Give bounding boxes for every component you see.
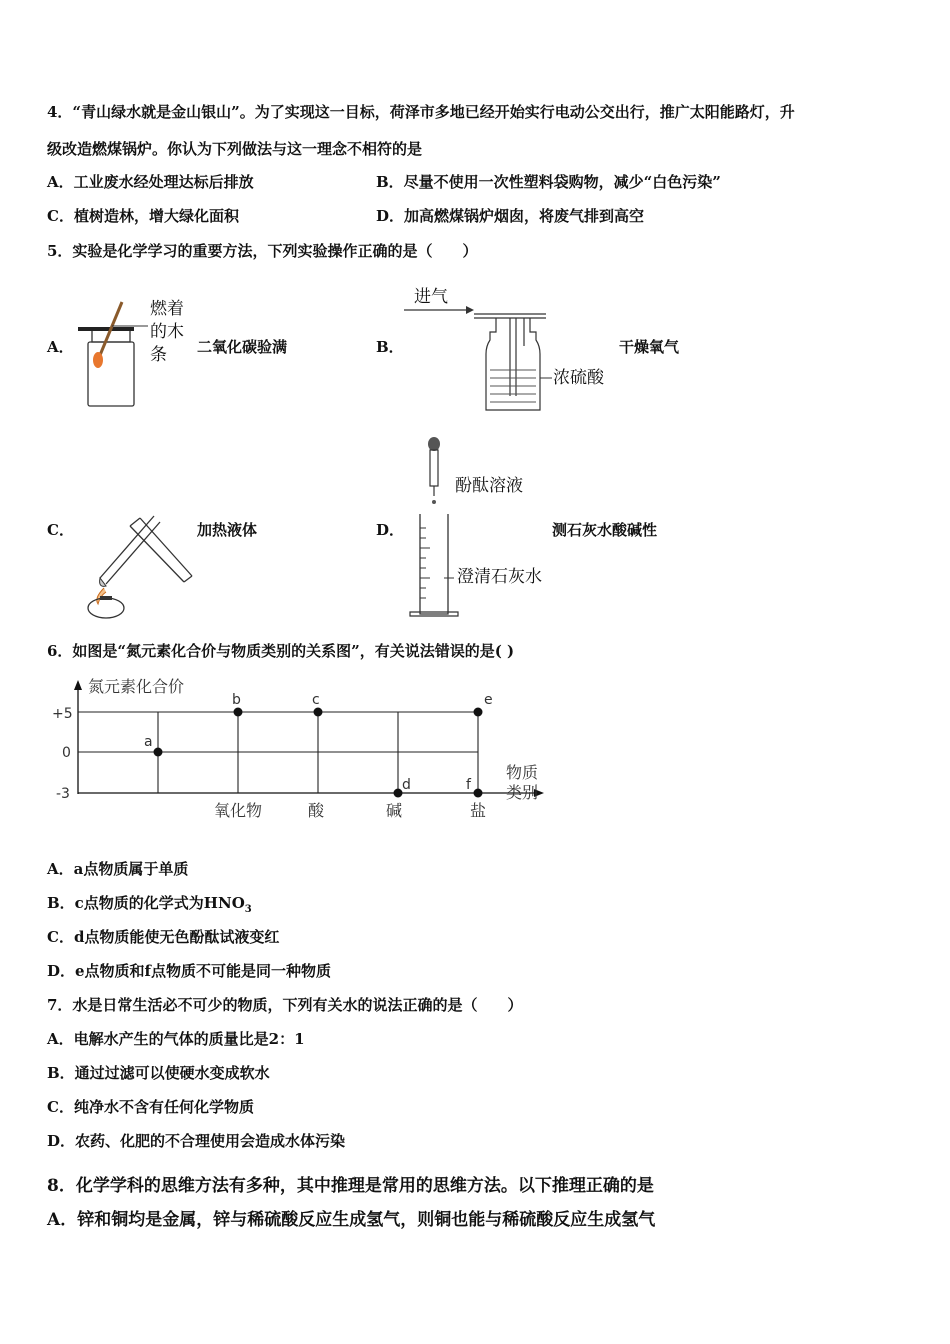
q5-option-c-letter: C． (47, 521, 74, 539)
q6-option-b-text: B．c点物质的化学式为HNO (47, 894, 245, 912)
q8-stem: 8．化学学科的思维方法有多种，其中推理是常用的思维方法。以下推理正确的是 (47, 1176, 654, 1196)
y-tick-plus5: +5 (52, 706, 73, 722)
q4-option-d: D．加高燃煤锅炉烟囱，将废气排到高空 (376, 207, 645, 225)
q5-option-d-letter: D． (376, 521, 405, 539)
q4-option-c: C．植树造林，增大绿化面积 (47, 207, 239, 225)
nitrogen-valence-chart (50, 674, 550, 824)
x-cat-salt: 盐 (470, 801, 487, 820)
q7-option-c: C．纯净水不含有任何化学物质 (47, 1098, 254, 1116)
point-label-b: b (232, 692, 241, 708)
q7-option-b: B．通过过滤可以使硬水变成软水 (47, 1064, 270, 1082)
q8-option-a: A．锌和铜均是金属，锌与稀硫酸反应生成氢气，则铜也能与稀硫酸反应生成氢气 (47, 1210, 656, 1230)
q5-option-b-caption: 干燥氧气 (619, 338, 680, 356)
y-tick-minus3: -3 (56, 786, 70, 802)
q5-option-d-caption: 测石灰水酸碱性 (552, 521, 658, 539)
q5-stem: 5．实验是化学学习的重要方法，下列实验操作正确的是（ ） (47, 242, 478, 260)
cylinder-dropper-figure (400, 436, 470, 620)
gas-drying-bottle-figure (400, 300, 570, 415)
q4-option-a: A．工业废水经处理达标后排放 (47, 173, 254, 191)
q5-option-b-letter: B． (376, 338, 404, 356)
fig-b-gas-in-label: 进气 (414, 287, 448, 307)
y-axis-title: 氮元素化合价 (88, 677, 185, 696)
q7-option-a: A．电解水产生的气体的质量比是2：1 (47, 1030, 305, 1048)
q7-option-d: D．农药、化肥的不合理使用会造成水体污染 (47, 1132, 346, 1150)
x-axis-title-2: 类别 (506, 783, 539, 802)
fig-a-label-2: 的木 (150, 322, 184, 342)
q6-stem: 6．如图是“氮元素化合价与物质类别的关系图”，有关说法错误的是( ) (47, 642, 515, 660)
q6-option-b (47, 893, 252, 920)
q7-stem: 7．水是日常生活必不可少的物质，下列有关水的说法正确的是（ ） (47, 996, 523, 1014)
x-cat-base: 碱 (386, 801, 403, 820)
x-axis-title-1: 物质 (506, 763, 539, 782)
q5-option-a-caption: 二氧化碳验满 (197, 338, 288, 356)
y-tick-zero: 0 (62, 745, 71, 761)
point-label-f: f (466, 777, 471, 793)
q6-option-b-subscript: 3 (244, 904, 252, 915)
q6-option-d: D．e点物质和f点物质不可能是同一种物质 (47, 962, 332, 980)
y-axis-arrow (74, 680, 82, 690)
fig-d-phenolphthalein-label: 酚酞溶液 (455, 476, 523, 496)
q6-option-a: A．a点物质属于单质 (47, 860, 189, 878)
q4-stem-line1: 4．“青山绿水就是金山银山”。为了实现这一目标，荷泽市多地已经开始实行电动公交出行，推广太阳能路灯，升 (47, 103, 795, 121)
q4-option-b: B．尽量不使用一次性塑料袋购物，减少“白色污染” (376, 173, 721, 191)
point-label-d: d (402, 777, 411, 793)
q4-stem-line2: 级改造燃煤锅炉。你认为下列做法与这一理念不相符的是 (47, 140, 423, 158)
x-cat-oxide: 氧化物 (214, 801, 263, 820)
x-cat-acid: 酸 (308, 801, 325, 820)
point-label-a: a (144, 734, 153, 750)
q5-option-a-letter: A． (47, 338, 74, 356)
point-f (474, 789, 483, 798)
q6-option-c: C．d点物质能使无色酚酞试液变红 (47, 928, 280, 946)
q5-option-c-caption: 加热液体 (197, 521, 258, 539)
fig-a-label-3: 条 (150, 345, 167, 365)
heating-liquid-figure (80, 508, 200, 623)
point-b (234, 708, 243, 717)
point-e (474, 708, 483, 717)
point-label-e: e (484, 692, 493, 708)
point-c (314, 708, 323, 717)
point-a (154, 748, 163, 757)
fig-d-limewater-label: 澄清石灰水 (457, 567, 542, 587)
fig-a-label-1: 燃着 (150, 299, 184, 319)
fig-b-acid-label: 浓硫酸 (553, 368, 604, 388)
point-label-c: c (312, 692, 320, 708)
